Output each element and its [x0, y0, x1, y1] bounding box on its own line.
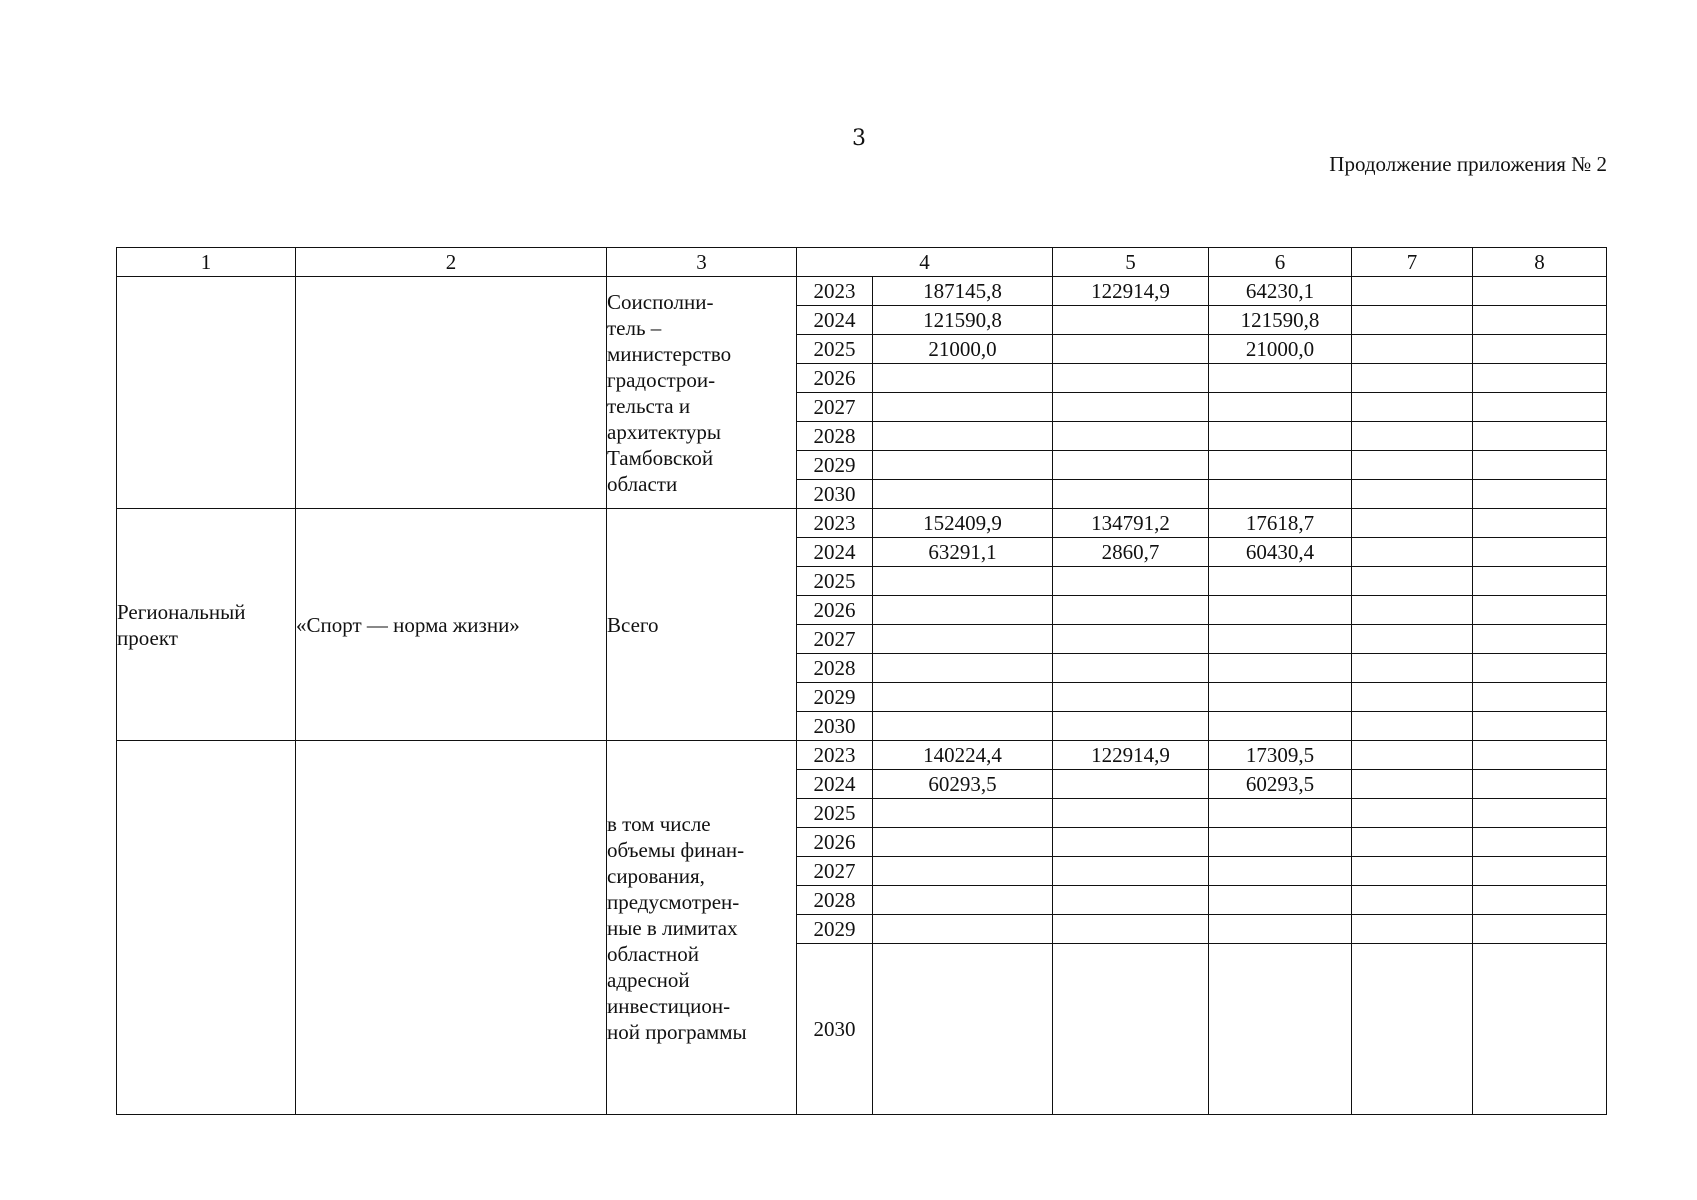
value-cell-col-7 [1352, 915, 1473, 944]
value-cell-col-8 [1473, 335, 1607, 364]
value-cell-col-4 [873, 654, 1053, 683]
value-cell-col-7 [1352, 712, 1473, 741]
value-cell-col-5 [1053, 335, 1209, 364]
value-cell-col-7 [1352, 944, 1473, 1115]
year-cell: 2023 [797, 509, 873, 538]
value-cell-col-6 [1209, 393, 1352, 422]
value-cell-col-8 [1473, 828, 1607, 857]
value-cell-col-6: 17618,7 [1209, 509, 1352, 538]
value-cell-col-6 [1209, 567, 1352, 596]
value-cell-col-7 [1352, 509, 1473, 538]
value-cell-col-4: 121590,8 [873, 306, 1053, 335]
value-cell-col-6: 21000,0 [1209, 335, 1352, 364]
year-cell: 2030 [797, 944, 873, 1115]
year-cell: 2027 [797, 393, 873, 422]
value-cell-col-8 [1473, 538, 1607, 567]
value-cell-col-7 [1352, 625, 1473, 654]
header-col-2: 2 [296, 248, 607, 277]
value-cell-col-5 [1053, 857, 1209, 886]
value-cell-col-6 [1209, 480, 1352, 509]
year-cell: 2027 [797, 857, 873, 886]
value-cell-col-8 [1473, 277, 1607, 306]
value-cell-col-4 [873, 799, 1053, 828]
value-cell-col-5 [1053, 306, 1209, 335]
value-cell-col-5 [1053, 770, 1209, 799]
header-col-3: 3 [607, 248, 797, 277]
header-col-1: 1 [117, 248, 296, 277]
value-cell-col-8 [1473, 712, 1607, 741]
value-cell-col-8 [1473, 770, 1607, 799]
year-cell: 2025 [797, 799, 873, 828]
value-cell-col-6 [1209, 886, 1352, 915]
value-cell-col-4 [873, 422, 1053, 451]
year-cell: 2023 [797, 741, 873, 770]
value-cell-col-5 [1053, 364, 1209, 393]
header-col-7: 7 [1352, 248, 1473, 277]
value-cell-col-4: 21000,0 [873, 335, 1053, 364]
header-col-6: 6 [1209, 248, 1352, 277]
value-cell-col-4 [873, 915, 1053, 944]
header-col-4: 4 [797, 248, 1053, 277]
value-cell-col-4 [873, 596, 1053, 625]
value-cell-col-7 [1352, 683, 1473, 712]
value-cell-col-4 [873, 828, 1053, 857]
value-cell-col-7 [1352, 828, 1473, 857]
value-cell-col-6: 17309,5 [1209, 741, 1352, 770]
financing-table [116, 247, 1607, 1115]
value-cell-col-6 [1209, 625, 1352, 654]
value-cell-col-6: 60430,4 [1209, 538, 1352, 567]
value-cell-col-5 [1053, 828, 1209, 857]
value-cell-col-4 [873, 944, 1053, 1115]
value-cell-col-4 [873, 712, 1053, 741]
year-cell: 2028 [797, 422, 873, 451]
value-cell-col-7 [1352, 277, 1473, 306]
year-cell: 2024 [797, 770, 873, 799]
year-cell: 2026 [797, 596, 873, 625]
value-cell-col-5 [1053, 886, 1209, 915]
value-cell-col-6 [1209, 857, 1352, 886]
executor-cell: в том числе объемы финан- сирования, предусмотрен- ные в лимитах областной адресной инвестицион- ной программы [607, 741, 797, 1115]
value-cell-col-5 [1053, 393, 1209, 422]
table-body [117, 277, 1607, 1115]
table-row [117, 277, 1607, 306]
value-cell-col-8 [1473, 799, 1607, 828]
year-cell: 2025 [797, 567, 873, 596]
value-cell-col-4 [873, 625, 1053, 654]
value-cell-col-8 [1473, 944, 1607, 1115]
value-cell-col-7 [1352, 770, 1473, 799]
value-cell-col-5 [1053, 451, 1209, 480]
value-cell-col-6 [1209, 654, 1352, 683]
value-cell-col-4: 187145,8 [873, 277, 1053, 306]
value-cell-col-7 [1352, 596, 1473, 625]
value-cell-col-5 [1053, 915, 1209, 944]
value-cell-col-4 [873, 683, 1053, 712]
value-cell-col-8 [1473, 654, 1607, 683]
year-cell: 2027 [797, 625, 873, 654]
year-cell: 2028 [797, 654, 873, 683]
value-cell-col-8 [1473, 393, 1607, 422]
value-cell-col-4: 152409,9 [873, 509, 1053, 538]
value-cell-col-5: 134791,2 [1053, 509, 1209, 538]
value-cell-col-7 [1352, 364, 1473, 393]
value-cell-col-4 [873, 364, 1053, 393]
value-cell-col-7 [1352, 538, 1473, 567]
year-cell: 2026 [797, 364, 873, 393]
value-cell-col-7 [1352, 857, 1473, 886]
row-label-cell [117, 741, 296, 1115]
value-cell-col-8 [1473, 306, 1607, 335]
row-label-cell [117, 277, 296, 509]
value-cell-col-4 [873, 886, 1053, 915]
value-cell-col-4 [873, 480, 1053, 509]
value-cell-col-7 [1352, 886, 1473, 915]
value-cell-col-6 [1209, 799, 1352, 828]
year-cell: 2029 [797, 683, 873, 712]
value-cell-col-6 [1209, 422, 1352, 451]
value-cell-col-8 [1473, 625, 1607, 654]
value-cell-col-5: 2860,7 [1053, 538, 1209, 567]
value-cell-col-6 [1209, 915, 1352, 944]
header-row [117, 248, 1607, 277]
year-cell: 2030 [797, 480, 873, 509]
value-cell-col-7 [1352, 799, 1473, 828]
value-cell-col-8 [1473, 451, 1607, 480]
value-cell-col-7 [1352, 741, 1473, 770]
value-cell-col-8 [1473, 509, 1607, 538]
value-cell-col-4: 63291,1 [873, 538, 1053, 567]
value-cell-col-6 [1209, 683, 1352, 712]
value-cell-col-8 [1473, 596, 1607, 625]
executor-cell: Всего [607, 509, 797, 741]
value-cell-col-8 [1473, 567, 1607, 596]
value-cell-col-8 [1473, 364, 1607, 393]
row-label-cell: Региональный проект [117, 509, 296, 741]
value-cell-col-4 [873, 451, 1053, 480]
value-cell-col-5 [1053, 422, 1209, 451]
value-cell-col-6: 60293,5 [1209, 770, 1352, 799]
value-cell-col-6 [1209, 364, 1352, 393]
value-cell-col-5 [1053, 944, 1209, 1115]
year-cell: 2024 [797, 538, 873, 567]
value-cell-col-6 [1209, 712, 1352, 741]
value-cell-col-4: 140224,4 [873, 741, 1053, 770]
value-cell-col-4 [873, 393, 1053, 422]
value-cell-col-8 [1473, 480, 1607, 509]
value-cell-col-6 [1209, 944, 1352, 1115]
value-cell-col-7 [1352, 335, 1473, 364]
value-cell-col-4 [873, 857, 1053, 886]
value-cell-col-8 [1473, 741, 1607, 770]
value-cell-col-5: 122914,9 [1053, 277, 1209, 306]
executor-cell: Соисполни- тель – министерство градострои- тельста и архитектуры Тамбовской области [607, 277, 797, 509]
value-cell-col-7 [1352, 422, 1473, 451]
project-name-cell [296, 741, 607, 1115]
value-cell-col-8 [1473, 422, 1607, 451]
value-cell-col-5 [1053, 799, 1209, 828]
value-cell-col-4 [873, 567, 1053, 596]
year-cell: 2023 [797, 277, 873, 306]
table-row [117, 509, 1607, 538]
value-cell-col-7 [1352, 654, 1473, 683]
value-cell-col-6: 121590,8 [1209, 306, 1352, 335]
value-cell-col-8 [1473, 915, 1607, 944]
value-cell-col-6 [1209, 451, 1352, 480]
project-name-cell [296, 277, 607, 509]
header-col-8: 8 [1473, 248, 1607, 277]
header-col-5: 5 [1053, 248, 1209, 277]
value-cell-col-6 [1209, 596, 1352, 625]
project-name-cell: «Спорт — норма жизни» [296, 509, 607, 741]
value-cell-col-6 [1209, 828, 1352, 857]
value-cell-col-8 [1473, 683, 1607, 712]
value-cell-col-7 [1352, 480, 1473, 509]
value-cell-col-7 [1352, 567, 1473, 596]
value-cell-col-5 [1053, 712, 1209, 741]
year-cell: 2029 [797, 451, 873, 480]
year-cell: 2030 [797, 712, 873, 741]
year-cell: 2025 [797, 335, 873, 364]
year-cell: 2028 [797, 886, 873, 915]
value-cell-col-5 [1053, 567, 1209, 596]
value-cell-col-5 [1053, 683, 1209, 712]
appendix-title: Продолжение приложения № 2 [1329, 152, 1607, 176]
value-cell-col-8 [1473, 886, 1607, 915]
year-cell: 2024 [797, 306, 873, 335]
value-cell-col-4: 60293,5 [873, 770, 1053, 799]
year-cell: 2029 [797, 915, 873, 944]
value-cell-col-5: 122914,9 [1053, 741, 1209, 770]
table-row [117, 741, 1607, 770]
value-cell-col-8 [1473, 857, 1607, 886]
value-cell-col-6: 64230,1 [1209, 277, 1352, 306]
value-cell-col-7 [1352, 393, 1473, 422]
value-cell-col-5 [1053, 654, 1209, 683]
value-cell-col-5 [1053, 596, 1209, 625]
value-cell-col-5 [1053, 625, 1209, 654]
value-cell-col-5 [1053, 480, 1209, 509]
page-number: 3 [852, 126, 866, 151]
value-cell-col-7 [1352, 451, 1473, 480]
year-cell: 2026 [797, 828, 873, 857]
value-cell-col-7 [1352, 306, 1473, 335]
